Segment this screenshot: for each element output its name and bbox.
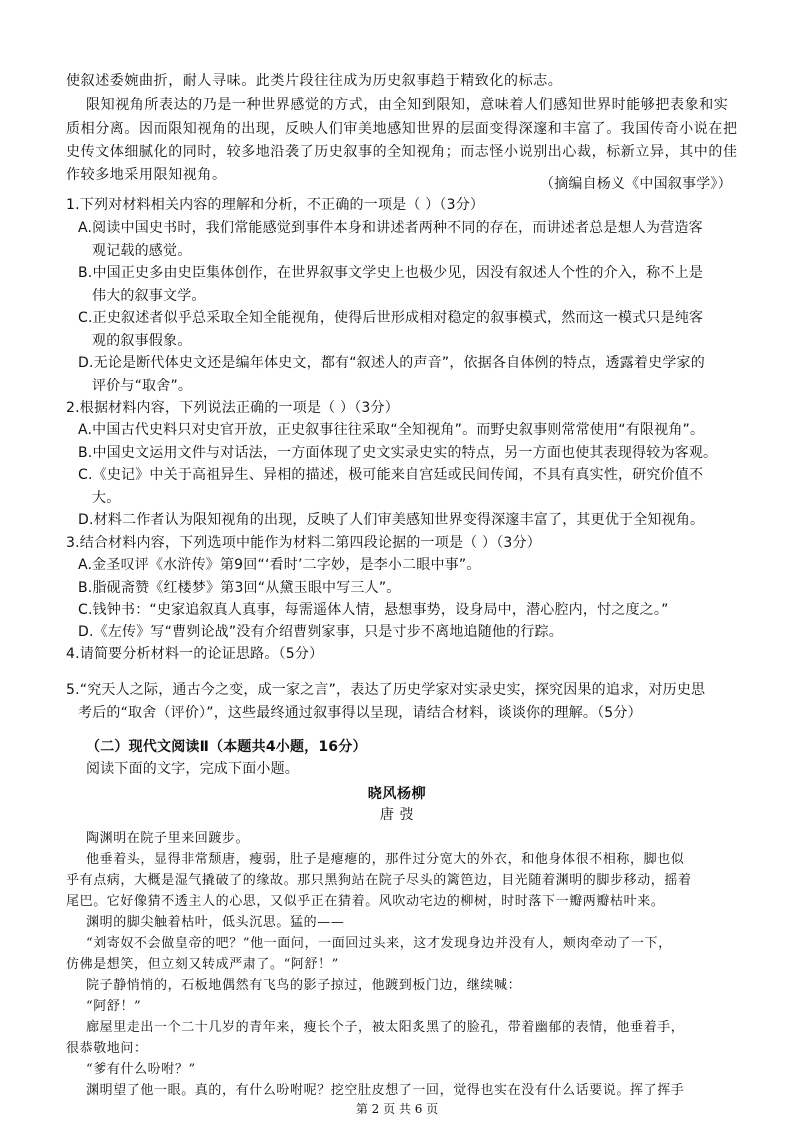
story-author: 唐 弢 (379, 807, 415, 823)
material-text-line: 质相分离。因而限知视角的出现，反映人们审美地感知世界的层面变得深邃和丰富了。我国传奇小说在把 (66, 121, 738, 137)
story-line: 渊明望了他一眼。真的，有什么吩咐呢？挖空肚皮想了一回，觉得也实在没有什么话要说。挥了挥手 (86, 1083, 685, 1098)
option-line: 观的叙事假象。 (92, 333, 192, 349)
option-line: C.正史叙述者似乎总采取全知全能视角，使得后世形成相对稳定的叙事模式，然而这一模式只是纯客 (78, 310, 704, 326)
story-line: 廊屋里走出一个二十几岁的青年来，瘦长个子，被太阳炙黑了的脸孔，带着幽郁的表情，他垂着手， (86, 1020, 685, 1035)
option-line: D.《左传》写“曹刿论战”没有介绍曹刿家事，只是寸步不离地追随他的行踪。 (78, 624, 563, 640)
page-number: 第 2 页 共 6 页 (355, 1102, 439, 1116)
question-line: 考后的“取舍（评价）”，这些最终通过叙事得以呈现，请结合材料，谈谈你的理解。（5分） (78, 705, 642, 721)
story-line: 渊明的脚尖触着枯叶，低头沉思。猛的—— (86, 915, 345, 930)
option-line: B.脂砚斋赞《红楼梦》第3回“从黛玉眼中写三人”。 (78, 580, 401, 596)
story-line: 乎有点病，大概是湿气撬破了的缘故。那只黑狗站在院子尽头的篱笆边，目光随着渊明的脚步移动，摇着 (66, 873, 692, 888)
story-title: 晓风杨柳 (367, 786, 427, 802)
question-line: 3.结合材料内容，下列选项中能作为材料二第四段论据的一项是（ ）（3分） (66, 535, 541, 551)
material-text-line: 限知视角所表达的乃是一种世界感觉的方式，由全知到限知，意味着人们感知世界时能够把表象和实 (86, 97, 729, 113)
question-line: 1.下列对材料相关内容的理解和分析，不正确的一项是（ ）（3分） (66, 197, 485, 213)
story-line: 很恭敬地问： (66, 1041, 148, 1056)
option-line: D.无论是断代体史文还是编年体史文，都有“叙述人的声音”，依据各自体例的特点，透露着史学家的 (78, 355, 705, 371)
option-line: 评价与“取舍”。 (92, 378, 193, 394)
option-line: D.材料二作者认为限知视角的出现，反映了人们审美感知世界变得深邃丰富了，其更优于全知视角。 (78, 512, 705, 528)
material-text-line: 作较多地采用限知视角。 (66, 167, 227, 183)
instruction: 阅读下面的文字，完成下面小题。 (86, 761, 299, 777)
material-text-line: 使叙述委婉曲折，耐人寻味。此类片段往往成为历史叙事趋于精致化的标志。 (66, 73, 563, 89)
question-line: 5.“究天人之际，通古今之变，成一家之言”，表达了历史学家对实录史实，探究因果的追求，对历史思 (66, 682, 706, 698)
option-line: C.《史记》中关于高祖异生、异相的描述，极可能来自宫廷或民间传闻，不具有真实性，研究价值不 (78, 467, 704, 483)
story-line: “阿舒！” (86, 999, 142, 1014)
option-line: A.金圣叹评《水浒传》第9回“‘看时’二字妙，是李小二眼中事”。 (78, 557, 481, 573)
story-line: 陶渊明在院子里来回踱步。 (86, 831, 250, 846)
option-line: 观记载的感觉。 (92, 243, 192, 259)
story-line: 他垂着头，显得非常颓唐，瘦弱，肚子是瘪瘪的，那件过分宽大的外衣，和他身体很不相称，脚也似 (86, 852, 685, 867)
option-line: B.中国正史多由史臣集体创作，在世界叙事文学史上也极少见，因没有叙述人个性的介入，称不上是 (78, 265, 704, 281)
option-line: 大。 (92, 490, 121, 506)
story-line: 尾巴。它好像猜不透主人的心思，又似乎正在猜着。风吹动宅边的柳树，时时落下一瓣两瓣枯叶来。 (66, 894, 665, 909)
option-line: A.中国古代史料只对史官开放，正史叙事往往采取“全知视角”。而野史叙事则常常使用“有限视角”。 (78, 422, 705, 438)
question-line: 2.根据材料内容，下列说法正确的一项是（ ）（3分） (66, 400, 399, 416)
story-line: “刘寄奴不会做皇帝的吧？”他一面问，一面回过头来，这才发现身边并没有人，颊肉牵动了一下， (86, 936, 672, 951)
story-line: 院子静悄悄的，石板地偶然有飞鸟的影子掠过，他踱到板门边，继续喊： (86, 978, 522, 993)
material-text-line: 史传文体细腻化的同时，较多地沿袭了历史叙事的全知视角；而志怪小说别出心裁，标新立异，其中的佳 (66, 144, 738, 160)
source-citation: （摘编自杨义《中国叙事学》） (540, 176, 732, 192)
option-line: C.钱钟书：“史家追叙真人真事，每需遥体人情，悬想事势，设身局中，潜心腔内，忖之度之。” (78, 602, 669, 618)
question-line: 4.请简要分析材料一的论证思路。（5分） (66, 646, 324, 662)
option-line: 伟大的叙事文学。 (92, 288, 206, 304)
story-line: “爹有什么吩咐？” (86, 1062, 196, 1077)
option-line: A.阅读中国史书时，我们常能感觉到事件本身和讲述者两种不同的存在，而讲述者总是想人为营造客 (78, 220, 703, 236)
section-heading: （二）现代文阅读Ⅱ（本题共4小题，16分） (86, 739, 367, 755)
option-line: B.中国史文运用文件与对话法，一方面体现了史文实录史实的特点，另一方面也使其表现得较为客观。 (78, 445, 718, 461)
story-line: 仿佛是想笑，但立刻又转成严肃了。“阿舒！” (66, 957, 339, 972)
